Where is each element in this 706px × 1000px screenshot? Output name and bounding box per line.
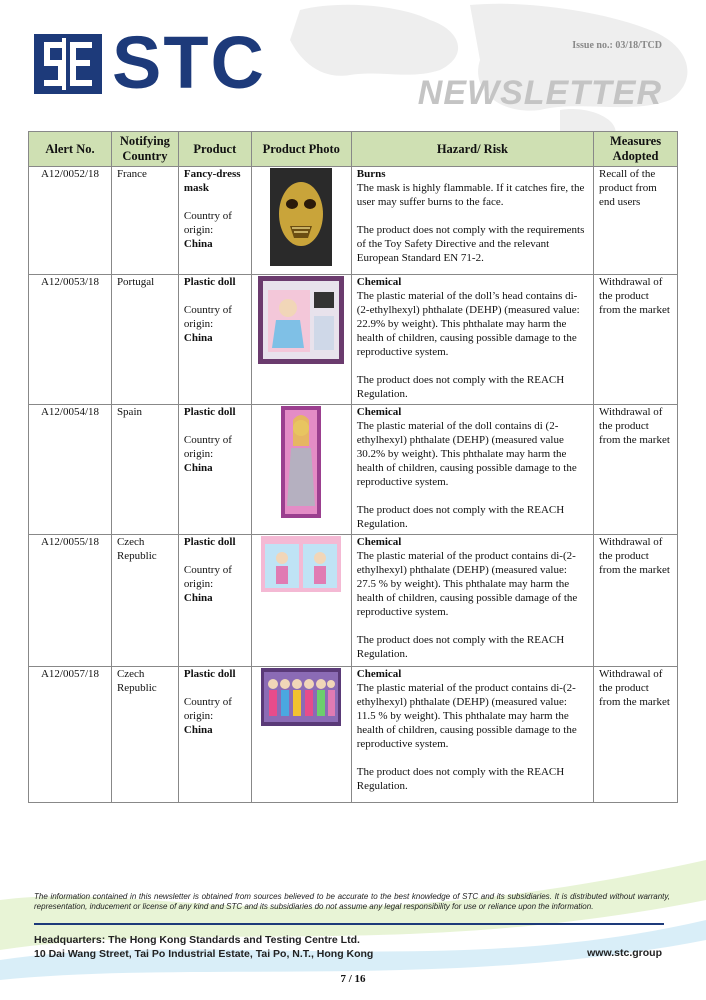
product-photo-cell: [251, 405, 351, 535]
header-measures-adopted: Measures Adopted: [594, 132, 678, 167]
hazard-type: Chemical: [356, 668, 402, 680]
compliance-note: The product does not comply with the REACH Regulation.: [356, 766, 565, 792]
product-photo-cell: [251, 167, 351, 275]
page-number: 7 / 16: [340, 973, 366, 985]
hazard-description: The mask is highly flammable. If it catches fire, the user may suffer burns to the face.: [356, 182, 585, 208]
product-name: Plastic doll: [183, 406, 236, 418]
issue-number: Issue no.: 03/18/TCD: [572, 40, 662, 51]
compliance-note: The product does not comply with the requirements of the Toy Safety Directive and the relevant European Standard EN 71-2.: [356, 224, 585, 264]
header-hazard-risk: Hazard/ Risk: [351, 132, 593, 167]
compliance-note: The product does not comply with the REACH Regulation.: [356, 504, 565, 530]
origin-country: China: [183, 462, 213, 474]
measures-adopted: Withdrawal of the product from the market: [594, 535, 678, 667]
hazard-description: The plastic material of the product contains di-(2-ethylhexyl) phthalate (DEHP) (measured value: 27.5 % by weight). This phthalate may harm the health of children, causing possible damage of the reproductive system.: [356, 550, 578, 618]
origin-label: Country of origin:: [183, 210, 232, 236]
product-name: Plastic doll: [183, 536, 236, 548]
product-cell: [178, 667, 251, 803]
alert-number: A12/0057/18: [29, 667, 112, 803]
table-row: [29, 535, 678, 667]
header-notifying-country: Notifying Country: [111, 132, 178, 167]
compliance-note: The product does not comply with the REACH Regulation.: [356, 634, 565, 660]
origin-country: China: [183, 238, 213, 250]
hazard-type: Chemical: [356, 536, 402, 548]
origin-label: Country of origin:: [183, 564, 232, 590]
product-cell: [178, 405, 251, 535]
hq-name: Headquarters: The Hong Kong Standards and Testing Centre Ltd.: [34, 934, 360, 946]
notifying-country: France: [111, 167, 178, 275]
measures-adopted: Recall of the product from end users: [594, 167, 678, 275]
compliance-note: The product does not comply with the REACH Regulation.: [356, 374, 565, 400]
headquarters-block: [34, 933, 373, 961]
origin-label: Country of origin:: [183, 696, 232, 722]
product-photo-cell: [251, 667, 351, 803]
table-row: [29, 405, 678, 535]
notifying-country: Czech Republic: [111, 535, 178, 667]
header-product-photo: Product Photo: [251, 132, 351, 167]
hazard-cell: [351, 167, 593, 275]
header-product: Product: [178, 132, 251, 167]
alert-number: A12/0052/18: [29, 167, 112, 275]
origin-country: China: [183, 724, 213, 736]
hazard-cell: [351, 405, 593, 535]
origin-label: Country of origin:: [183, 304, 232, 330]
footer-divider: [34, 923, 664, 925]
hazard-description: The plastic material of the product contains di-(2-ethylhexyl) phthalate (DEHP) (measured value: 11.5 % by weight). This phthalate may harm the health of children, causing possible damage to the reproductive system.: [356, 682, 577, 750]
hazard-description: The plastic material of the doll contains di (2-ethylhexyl) phthalate (DEHP) (measured value 30.2% by weight). This phthalate may harm the health of children, causing possible damage to the reproductive system.: [356, 420, 577, 488]
hazard-cell: [351, 535, 593, 667]
product-photo-cell: [251, 275, 351, 405]
alerts-table: [28, 131, 678, 803]
newsletter-title: NEWSLETTER: [417, 74, 662, 112]
doll-set-photo: [261, 536, 341, 592]
notifying-country: Portugal: [111, 275, 178, 405]
notifying-country: Spain: [111, 405, 178, 535]
alert-number: A12/0054/18: [29, 405, 112, 535]
product-cell: [178, 535, 251, 667]
table-header-row: [29, 132, 678, 167]
product-cell: [178, 275, 251, 405]
alert-number: A12/0055/18: [29, 535, 112, 667]
hazard-cell: [351, 275, 593, 405]
table-row: [29, 167, 678, 275]
hazard-type: Chemical: [356, 406, 402, 418]
doll-row-photo: [261, 668, 341, 726]
notifying-country: Czech Republic: [111, 667, 178, 803]
origin-country: China: [183, 332, 213, 344]
measures-adopted: Withdrawal of the product from the market: [594, 667, 678, 803]
world-map-background: [0, 0, 706, 140]
origin-country: China: [183, 592, 213, 604]
hazard-type: Chemical: [356, 276, 402, 288]
doll-tube-photo: [281, 406, 321, 518]
stc-logo-text: STC: [112, 21, 266, 104]
website-link[interactable]: www.stc.group: [587, 947, 662, 959]
table-row: [29, 667, 678, 803]
doll-box-photo: [258, 276, 344, 364]
product-cell: [178, 167, 251, 275]
mask-photo: [270, 168, 332, 266]
table-row: [29, 275, 678, 405]
hazard-cell: [351, 667, 593, 803]
stc-logo-emblem: [34, 34, 102, 94]
hq-address: 10 Dai Wang Street, Tai Po Industrial Estate, Tai Po, N.T., Hong Kong: [34, 948, 374, 960]
measures-adopted: Withdrawal of the product from the market: [594, 275, 678, 405]
header-alert-no: Alert No.: [29, 132, 112, 167]
alert-number: A12/0053/18: [29, 275, 112, 405]
product-name: Plastic doll: [183, 276, 236, 288]
origin-label: Country of origin:: [183, 434, 232, 460]
hazard-description: The plastic material of the doll’s head contains di-(2-ethylhexyl) phthalate (DEHP) (measured value: 22.9% by weight). This phthalate may harm the health of children, causing possible damage to the reproductive system.: [356, 290, 580, 358]
product-name: Plastic doll: [183, 668, 236, 680]
measures-adopted: Withdrawal of the product from the market: [594, 405, 678, 535]
hazard-type: Burns: [356, 168, 386, 180]
product-name: Fancy-dress mask: [183, 168, 241, 194]
disclaimer: The information contained in this newsletter is obtained from sources believed to be accurate to the best knowledge of STC and its subsidiaries. It is distributed without warranty, representation, inducement or license of any kind and STC and its subsidiaries do not assume any legal responsibility for use or reliance upon the information.: [34, 892, 670, 911]
product-photo-cell: [251, 535, 351, 667]
